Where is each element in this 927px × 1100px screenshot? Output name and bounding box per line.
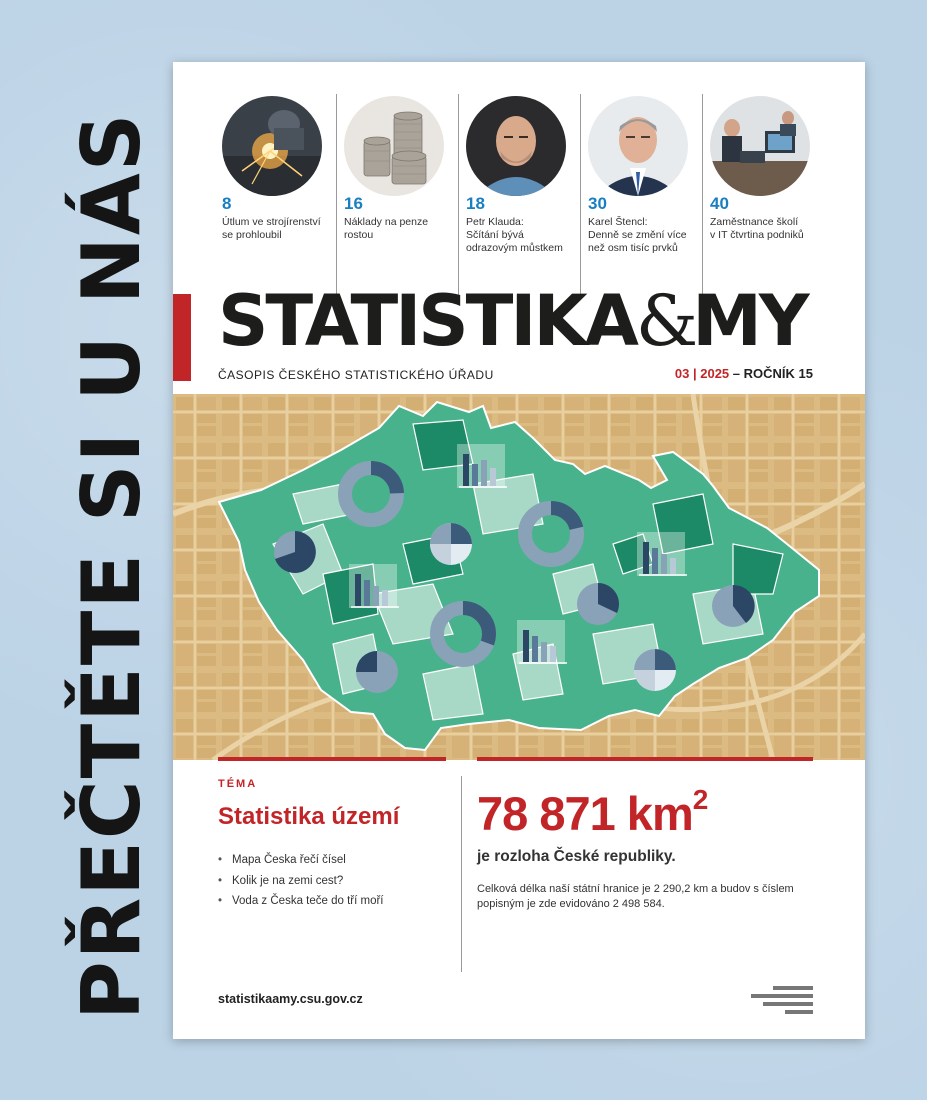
magazine-cover[interactable] [173, 62, 865, 1039]
area-superscript: 2 [692, 784, 708, 815]
portrait-photo-icon [588, 96, 688, 196]
bar-chart-icon [457, 444, 507, 488]
website-link[interactable]: statistikaamy.csu.gov.cz [218, 992, 363, 1006]
portrait-photo-icon [466, 96, 566, 196]
masthead-accent-bar [173, 294, 191, 381]
welding-photo-icon [222, 96, 322, 196]
divider [477, 757, 813, 761]
bar-chart-icon [517, 620, 567, 664]
section-label: TÉMA [218, 778, 258, 790]
teaser-3[interactable] [464, 94, 582, 299]
teaser-page-number: 8 [222, 194, 232, 213]
pie-chart-icon [712, 585, 755, 627]
masthead-part2: MY [692, 280, 807, 362]
divider [218, 757, 446, 761]
bar-chart-icon [349, 564, 399, 608]
bar-chart-icon [637, 532, 687, 576]
teaser-text: Karel Štencl: Denně se změní více než osm tisíc prvků [588, 216, 687, 254]
teaser-text: Útlum ve strojírenství se prohloubil [222, 216, 321, 241]
office-photo-icon [710, 96, 810, 196]
pie-chart-icon [356, 651, 398, 693]
list-item[interactable]: • Voda z Česka teče do tří moří [218, 891, 384, 912]
map-illustration [173, 394, 865, 760]
list-item[interactable]: • Kolik je na zemi cest? [218, 871, 384, 892]
issue-info [675, 366, 813, 381]
issue-number: 03 | 2025 [674, 366, 730, 381]
teaser-text: Náklady na penze rostou [344, 216, 429, 241]
teaser-text: Zaměstnance školí v IT čtvrtina podniků [710, 216, 804, 241]
pie-chart-icon [274, 531, 316, 573]
pie-chart-icon [430, 523, 472, 565]
topic-list [218, 850, 384, 912]
masthead-ampersand: & [635, 280, 693, 362]
teaser-4[interactable] [586, 94, 704, 299]
masthead-part1: STATISTIKA [218, 280, 636, 362]
coins-photo-icon [344, 96, 444, 196]
teaser-page-number: 16 [344, 194, 363, 213]
teaser-2[interactable] [342, 94, 460, 299]
area-value: 78 871 km [477, 787, 693, 840]
divider [580, 94, 581, 299]
section-title[interactable]: Statistika území [218, 803, 400, 830]
divider [458, 94, 459, 299]
pie-chart-icon [577, 583, 619, 625]
teaser-page-number: 18 [466, 194, 485, 213]
magazine-subtitle: ČASOPIS ČESKÉHO STATISTICKÉHO ÚŘADU [218, 368, 494, 382]
masthead-logo [218, 280, 807, 362]
divider [336, 94, 337, 299]
teaser-page-number: 30 [588, 194, 607, 213]
pie-chart-icon [634, 649, 676, 691]
divider [702, 94, 703, 299]
headline-number [477, 786, 707, 841]
teaser-page-number: 40 [710, 194, 729, 213]
side-banner: PŘEČTĚTE SI U NÁS [65, 111, 158, 1020]
teaser-5[interactable] [708, 94, 826, 299]
headline-caption: je rozloha České republiky. [477, 848, 676, 865]
czso-logo-icon [751, 986, 813, 1016]
teaser-1[interactable] [220, 94, 338, 299]
headline-description: Celková délka naší státní hranice je 2 290,2 km a budov s číslem popisným je zde evidováno 2 498 584. [477, 883, 794, 910]
list-item[interactable]: • Mapa Česka řečí čísel [218, 850, 384, 871]
teaser-text: Petr Klauda: Sčítání bývá odrazovým můstkem [466, 216, 563, 254]
issue-volume: – ROČNÍK 15 [732, 366, 813, 381]
divider [461, 776, 462, 972]
